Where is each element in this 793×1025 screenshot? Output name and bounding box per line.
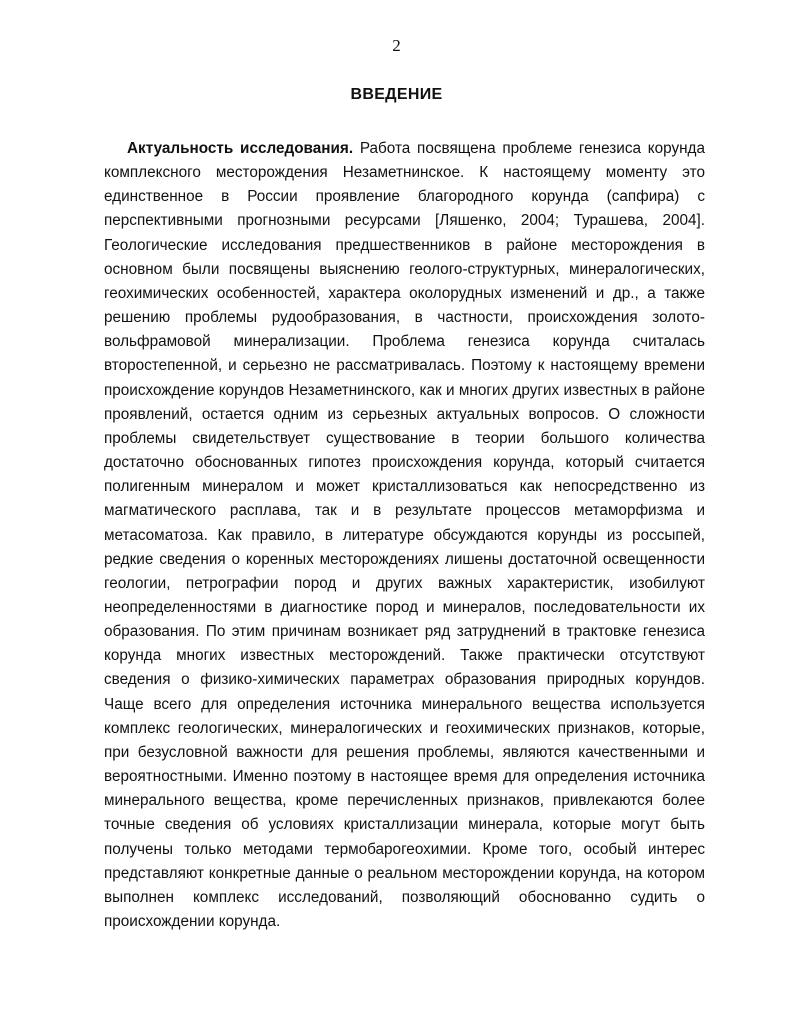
page-number: 2 (392, 36, 401, 55)
paragraph-lead: Актуальность исследования. (127, 140, 354, 157)
section-heading: ВВЕДЕНИЕ (350, 86, 443, 103)
body-paragraph (104, 137, 705, 934)
paragraph-text: Работа посвящена проблеме генезиса корунда комплексного месторождения Незаметнинское. К настоящему моменту это единственное в России проявление благородного корунда (сапфира) с перспективными прогнозными ресурсами [Ляшенко, 2004; Турашева, 2004]. Геологические исследования предшественников в районе месторождения в основном были посвящены выяснению геолого-структурных, минералогических, геохимических особенностей, характера околорудных изменений и др., а также решению проблемы рудообразования, в частности, происхождения золото-вольфрамовой минерализации. Проблема генезиса корунда считалась второстепенной, и серьезно не рассматривалась. Поэтому к настоящему времени происхождение корундов Незаметнинского, как и многих других известных в районе проявлений, остается одним из серьезных актуальных вопросов. О сложности проблемы свидетельствует существование в теории большого количества достаточно обоснованных гипотез происхождения корунда, который считается полигенным минералом и может кристаллизоваться как непосредственно из магматического расплава, так и в результате процессов метаморфизма и метасоматоза. Как правило, в литературе обсуждаются корунды из россыпей, редкие сведения о коренных месторождениях лишены достаточной освещенности геологии, петрографии пород и других важных характеристик, изобилуют неопределенностями в диагностике пород и минералов, последовательности их образования. По этим причинам возникает ряд затруднений в трактовке генезиса корунда многих известных месторождений. Также практически отсутствуют сведения о физико-химических параметрах образования природных корундов. Чаще всего для определения источника минерального вещества используется комплекс геологических, минералогических и геохимических признаков, которые, при безусловной важности для решения проблемы, являются качественными и вероятностными. Именно поэтому в настоящее время для определения источника минерального вещества, кроме перечисленных признаков, привлекаются более точные сведения об условиях кристаллизации минерала, которые могут быть получены только методами термобарогеохимии. Кроме того, особый интерес представляют конкретные данные о реальном месторождении корунда, на котором выполнен комплекс исследований, позволяющий обоснованно судить о происхождении корунда. (104, 140, 705, 930)
